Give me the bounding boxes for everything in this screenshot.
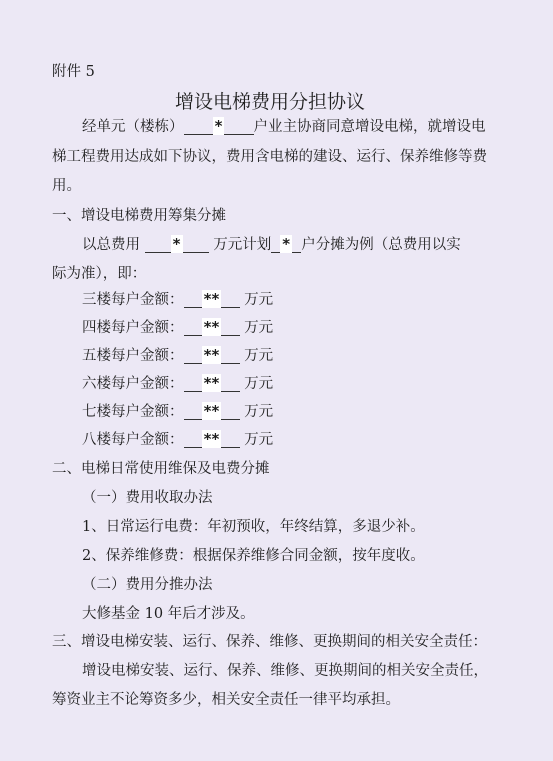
section-1-heading: 一、增设电梯费用筹集分摊: [52, 208, 226, 224]
section-3-heading: 三、增设电梯安装、运行、保养、维修、更换期间的相关安全责任：: [52, 634, 487, 650]
floor-label: 三楼每户金额：: [82, 292, 184, 308]
section-2-heading: 二、电梯日常使用维保及电费分摊: [52, 461, 270, 477]
section-2-item-1: 1、日常运行电费：年初预收，年终结算，多退少补。: [82, 519, 425, 535]
floor-amount: **: [184, 291, 240, 308]
floor-row: [82, 431, 273, 449]
floor-unit: 万元: [244, 404, 274, 420]
floor-amount: **: [184, 319, 240, 336]
floor-unit: 万元: [244, 348, 274, 364]
section-2-fund: 大修基金 10 年后才涉及。: [82, 606, 255, 622]
section-2-sub-2: （二）费用分推办法: [82, 577, 213, 593]
floor-label: 七楼每户金额：: [82, 404, 184, 420]
unit-blank: *: [184, 118, 254, 135]
floor-amount: **: [184, 347, 240, 364]
total-cost-line-2: 际为准），即：: [52, 266, 147, 282]
floor-row: [82, 347, 273, 365]
total-prefix: 以总费用: [82, 237, 140, 253]
intro-suffix: 户业主协商同意增设电梯，就增设电: [253, 119, 486, 135]
floor-label: 八楼每户金额：: [82, 432, 184, 448]
floor-row: [82, 291, 273, 309]
floor-amount: **: [184, 431, 240, 448]
floor-unit: 万元: [244, 432, 274, 448]
section-2-sub-1: （一）费用收取办法: [82, 490, 213, 506]
households-blank: *: [271, 236, 301, 253]
document-title: 增设电梯费用分担协议: [175, 91, 366, 113]
intro-line-3: 用。: [52, 178, 81, 194]
intro-prefix: 经单元（楼栋）: [82, 119, 184, 135]
floor-label: 六楼每户金额：: [82, 376, 184, 392]
intro-line-2: 梯工程费用达成如下协议，费用含电梯的建设、运行、保养维修等费: [52, 149, 487, 165]
section-2-item-2: 2、保养维修费：根据保养维修合同金额，按年度收。: [82, 548, 425, 564]
floor-row: [82, 319, 273, 337]
total-cost-line: [82, 236, 461, 254]
floor-row: [82, 403, 273, 421]
section-3-line-1: 增设电梯安装、运行、保养、维修、更换期间的相关安全责任，: [82, 663, 488, 679]
floor-label: 五楼每户金额：: [82, 348, 184, 364]
floor-amount: **: [184, 403, 240, 420]
section-3-line-2: 筹资业主不论筹资多少，相关安全责任一律平均承担。: [52, 692, 400, 708]
total-mid: 万元计划: [213, 237, 272, 253]
floor-unit: 万元: [244, 376, 274, 392]
floor-row: [82, 375, 273, 393]
intro-line-1: [82, 118, 486, 136]
floor-label: 四楼每户金额：: [82, 320, 184, 336]
floor-amount: **: [184, 375, 240, 392]
total-cost-blank: *: [145, 236, 209, 253]
total-suffix: 户分摊为例（总费用以实: [301, 237, 461, 253]
attachment-label: 附件 5: [52, 64, 95, 80]
floor-unit: 万元: [244, 292, 274, 308]
floor-unit: 万元: [244, 320, 274, 336]
